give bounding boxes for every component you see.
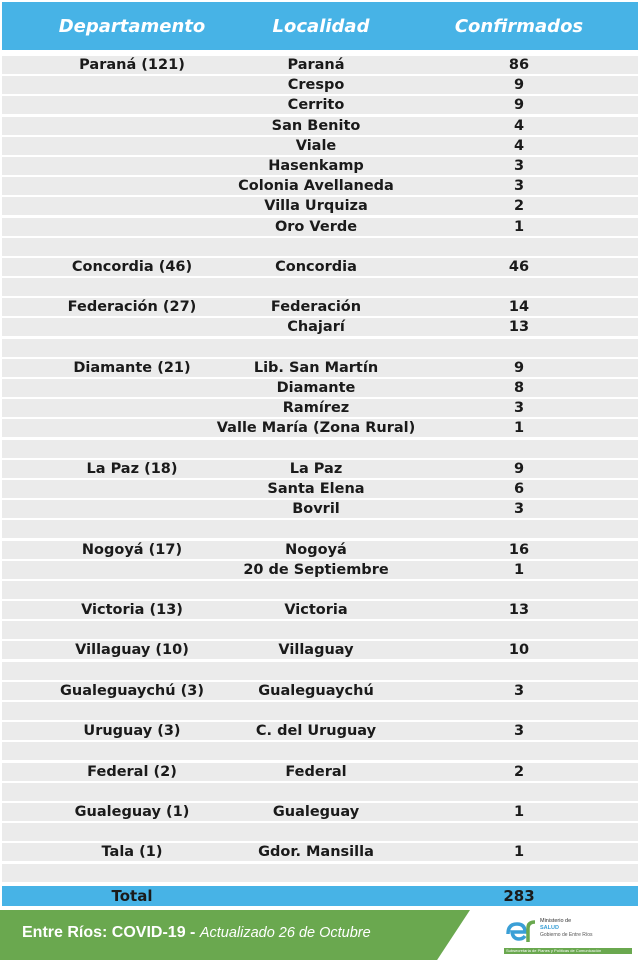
cell-confirmados: 1 xyxy=(513,803,525,820)
table-row xyxy=(2,541,638,559)
table-row xyxy=(2,177,638,195)
table-row xyxy=(2,379,638,397)
cell-localidad: Gualeguaychú xyxy=(258,682,374,699)
cell-localidad: Viale xyxy=(295,137,337,154)
cell-confirmados: 4 xyxy=(513,117,525,134)
logo-salud-text: SALUD xyxy=(540,925,559,931)
cell-departamento: Tala (1) xyxy=(101,844,163,861)
footer-updated: Actualizado 26 de Octubre xyxy=(199,925,371,941)
cell-localidad: Villa Urquiza xyxy=(264,198,368,215)
cell-confirmados: 13 xyxy=(508,602,530,619)
cell-localidad: Gualeguay xyxy=(272,803,360,820)
cell-localidad: Valle María (Zona Rural) xyxy=(216,420,416,437)
logo-gobierno-text: Gobierno de Entre Ríos xyxy=(540,932,593,938)
cell-localidad: Diamante xyxy=(276,380,356,396)
cell-confirmados: 13 xyxy=(508,319,530,336)
cell-localidad: Hasenkamp xyxy=(268,157,364,174)
cell-departamento: La Paz (18) xyxy=(86,460,178,477)
table-row xyxy=(2,601,638,619)
cell-confirmados: 1 xyxy=(513,561,525,578)
table-row xyxy=(2,480,638,498)
cell-confirmados: 16 xyxy=(508,541,530,558)
footer-title: Entre Ríos: COVID-19 xyxy=(22,924,186,941)
table-row xyxy=(2,864,638,882)
cell-localidad: Crespo xyxy=(287,77,345,94)
cell-localidad: Bovril xyxy=(292,501,340,518)
table-row xyxy=(2,520,638,538)
cell-localidad: Concordia xyxy=(275,258,357,275)
cell-confirmados: 3 xyxy=(513,157,525,174)
cell-confirmados: 10 xyxy=(508,642,530,659)
column-header-departamento: Departamento xyxy=(58,16,206,37)
cell-departamento: Victoria (13) xyxy=(81,602,183,619)
cell-localidad: Nogoyá xyxy=(285,541,347,558)
cell-confirmados: 14 xyxy=(508,299,530,316)
cell-localidad: Ramírez xyxy=(282,400,350,417)
column-header-localidad: Localidad xyxy=(272,16,370,37)
cell-localidad: Santa Elena xyxy=(267,480,365,497)
cell-localidad: Oro Verde xyxy=(274,218,358,235)
total-value: 283 xyxy=(503,887,535,905)
table-row xyxy=(2,621,638,639)
table-row xyxy=(2,157,638,175)
cell-localidad: Lib. San Martín xyxy=(253,359,379,376)
cell-confirmados: 9 xyxy=(513,97,525,114)
total-row xyxy=(2,886,638,906)
cell-localidad: Villaguay xyxy=(278,642,354,659)
cell-departamento: Gualeguay (1) xyxy=(74,803,190,820)
table-row xyxy=(2,702,638,720)
table-row xyxy=(2,399,638,417)
cell-localidad: La Paz xyxy=(289,460,343,477)
table-row xyxy=(2,318,638,336)
table-row xyxy=(2,218,638,236)
table-row xyxy=(2,763,638,781)
cell-localidad: Paraná xyxy=(287,57,345,73)
footer-separator: - xyxy=(185,924,200,941)
cell-confirmados: 8 xyxy=(513,380,525,396)
ministry-logo xyxy=(498,914,638,958)
cell-confirmados: 1 xyxy=(513,420,525,437)
table-row xyxy=(2,460,638,478)
cell-confirmados: 2 xyxy=(513,198,525,215)
cell-localidad: Chajarí xyxy=(287,319,345,336)
table-row xyxy=(2,742,638,760)
cell-departamento: Villaguay (10) xyxy=(75,642,189,659)
table-row xyxy=(2,76,638,94)
footer-caption xyxy=(22,924,371,942)
table-row xyxy=(2,238,638,256)
cell-departamento: Federación (27) xyxy=(67,299,197,316)
cell-localidad: C. del Uruguay xyxy=(255,723,377,740)
cell-localidad: Federación xyxy=(270,299,362,316)
cell-confirmados: 9 xyxy=(513,77,525,94)
table-row xyxy=(2,581,638,599)
table-row xyxy=(2,561,638,579)
table-row xyxy=(2,662,638,680)
table-body xyxy=(2,56,638,884)
table-row xyxy=(2,823,638,841)
table-row xyxy=(2,500,638,518)
cell-localidad: Federal xyxy=(285,763,347,780)
logo-ministerio-text: Ministerio de xyxy=(540,918,572,924)
table-row xyxy=(2,339,638,357)
cell-confirmados: 3 xyxy=(513,400,525,417)
cell-localidad: Cerrito xyxy=(287,97,345,114)
cell-confirmados: 46 xyxy=(508,258,530,275)
table-row xyxy=(2,843,638,861)
table-row xyxy=(2,440,638,458)
logo-subsecretaria-bar: Subsecretaría de Planes y Políticas de Comunicación xyxy=(504,948,632,954)
column-header-confirmados: Confirmados xyxy=(454,16,584,37)
table-row xyxy=(2,641,638,659)
cell-departamento: Diamante (21) xyxy=(73,359,191,376)
footer-banner xyxy=(0,910,640,960)
table-row xyxy=(2,258,638,276)
cell-confirmados: 3 xyxy=(513,178,525,195)
table-row xyxy=(2,682,638,700)
total-label: Total xyxy=(111,887,153,905)
cell-confirmados: 3 xyxy=(513,723,525,740)
table-row xyxy=(2,137,638,155)
cell-localidad: San Benito xyxy=(271,117,361,134)
cell-confirmados: 4 xyxy=(513,137,525,154)
table-row xyxy=(2,117,638,135)
cell-departamento: Gualeguaychú (3) xyxy=(60,682,204,699)
cell-departamento: Nogoyá (17) xyxy=(81,541,183,558)
table-row xyxy=(2,298,638,316)
table-row xyxy=(2,56,638,74)
cell-localidad: Colonia Avellaneda xyxy=(238,178,394,195)
table-row xyxy=(2,419,638,437)
cell-confirmados: 6 xyxy=(513,480,525,497)
table-row xyxy=(2,197,638,215)
cell-localidad: 20 de Septiembre xyxy=(243,561,389,578)
cell-confirmados: 1 xyxy=(513,218,525,235)
table-row xyxy=(2,803,638,821)
table-row xyxy=(2,278,638,296)
table-row xyxy=(2,722,638,740)
cell-departamento: Paraná (121) xyxy=(79,57,185,73)
cell-departamento: Federal (2) xyxy=(87,763,177,780)
cell-confirmados: 1 xyxy=(513,844,525,861)
table-row xyxy=(2,359,638,377)
cell-confirmados: 9 xyxy=(513,359,525,376)
table-header xyxy=(2,2,638,50)
cell-confirmados: 3 xyxy=(513,682,525,699)
cell-confirmados: 2 xyxy=(513,763,525,780)
table-row xyxy=(2,96,638,114)
cell-localidad: Victoria xyxy=(284,602,348,619)
cell-confirmados: 3 xyxy=(513,501,525,518)
cell-confirmados: 9 xyxy=(513,460,525,477)
table-row xyxy=(2,783,638,801)
cell-departamento: Uruguay (3) xyxy=(83,723,181,740)
er-logo-icon xyxy=(504,916,538,946)
cell-localidad: Gdor. Mansilla xyxy=(258,844,374,861)
cell-confirmados: 86 xyxy=(508,57,530,73)
cell-departamento: Concordia (46) xyxy=(71,258,193,275)
